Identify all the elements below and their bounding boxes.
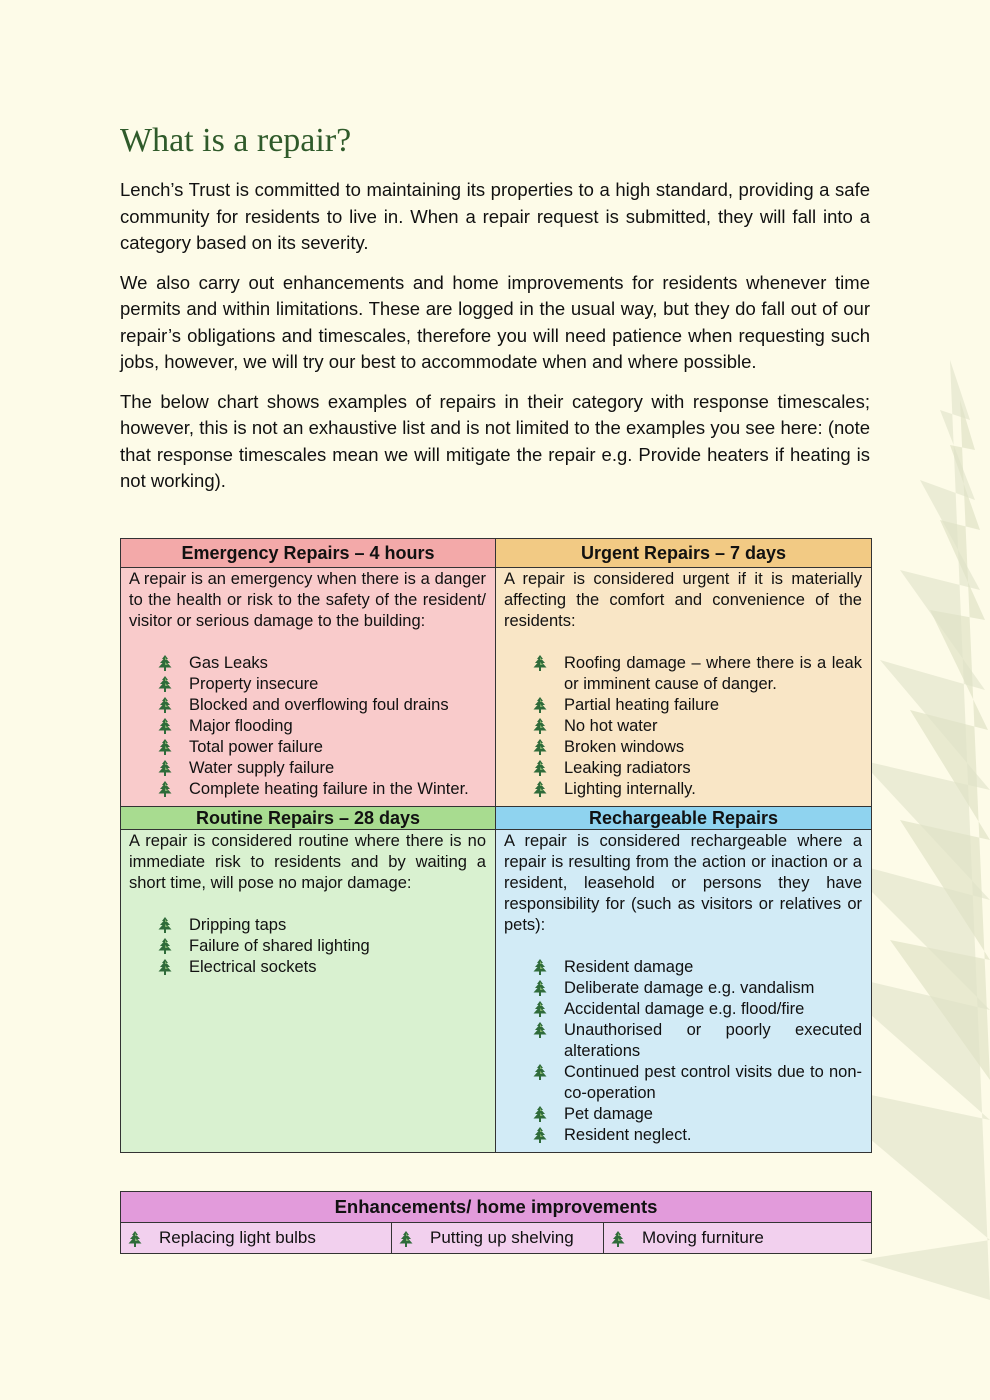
- urgent-cell: [496, 568, 872, 807]
- tree-icon: [533, 781, 547, 797]
- enhancement-item: Putting up shelving: [392, 1223, 604, 1254]
- urgent-description: A repair is considered urgent if it is materially affecting the comfort and convenience of the residents:: [504, 570, 862, 630]
- tree-icon: [158, 655, 172, 671]
- tree-icon: [158, 938, 172, 954]
- enhancements-heading: Enhancements/ home improvements: [121, 1192, 872, 1223]
- tree-icon: [533, 980, 547, 996]
- list-item: Total power failure: [158, 737, 486, 758]
- routine-description: A repair is considered routine where there is no immediate risk to residents and by waiting a short time, will pose no major damage:: [129, 832, 486, 892]
- list-item: Leaking radiators: [533, 758, 862, 779]
- tree-icon: [533, 1064, 547, 1080]
- list-item: Failure of shared lighting: [158, 936, 486, 957]
- tree-icon: [158, 760, 172, 776]
- list-item: Major flooding: [158, 716, 486, 737]
- list-item: Pet damage: [533, 1104, 862, 1125]
- rechargeable-list: [504, 957, 862, 1146]
- repair-categories-table: [120, 538, 872, 1153]
- tree-icon: [158, 739, 172, 755]
- list-item: Unauthorised or poorly executed alterations: [533, 1020, 862, 1062]
- emergency-list: [129, 653, 486, 800]
- rechargeable-cell: [496, 830, 872, 1153]
- routine-cell: [121, 830, 496, 1153]
- tree-icon: [158, 917, 172, 933]
- list-item: No hot water: [533, 716, 862, 737]
- tree-icon: [533, 1127, 547, 1143]
- tree-icon: [128, 1229, 142, 1245]
- list-item: Dripping taps: [158, 915, 486, 936]
- emergency-description: A repair is an emergency when there is a danger to the health or risk to the safety of the resident/ visitor or serious damage to the building:: [129, 570, 486, 630]
- tree-icon: [158, 697, 172, 713]
- rechargeable-heading: Rechargeable Repairs: [496, 807, 872, 830]
- urgent-list: [504, 653, 862, 800]
- rechargeable-description: A repair is considered rechargeable where a repair is resulting from the action or inaction or a resident, leasehold or persons they have responsibility for (such as visitors or relatives or pets):: [504, 832, 862, 934]
- tree-icon: [533, 959, 547, 975]
- tree-icon: [158, 676, 172, 692]
- emergency-heading: Emergency Repairs – 4 hours: [121, 539, 496, 568]
- routine-heading: Routine Repairs – 28 days: [121, 807, 496, 830]
- enhancements-table: [120, 1191, 872, 1254]
- tree-icon: [399, 1229, 413, 1245]
- tree-icon: [533, 760, 547, 776]
- list-item: Resident neglect.: [533, 1125, 862, 1146]
- emergency-cell: [121, 568, 496, 807]
- list-item: Complete heating failure in the Winter.: [158, 779, 486, 800]
- list-item: Resident damage: [533, 957, 862, 978]
- list-item: Blocked and overflowing foul drains: [158, 695, 486, 716]
- list-item: Roofing damage – where there is a leak or imminent cause of danger.: [533, 653, 862, 695]
- tree-icon: [611, 1229, 625, 1245]
- intro-paragraph: Lench’s Trust is committed to maintaining its properties to a high standard, providing a safe community for residents to live in. When a repair request is submitted, they will fall into a category based on its severity.: [120, 179, 870, 253]
- enhancement-item: Moving furniture: [604, 1223, 872, 1254]
- tree-icon: [533, 739, 547, 755]
- list-item: Water supply failure: [158, 758, 486, 779]
- routine-list: [129, 915, 486, 978]
- intro-paragraph: The below chart shows examples of repairs in their category with response timescales; however, this is not an exhaustive list and is not limited to the examples you see here: (note that response timescales mean we will mitigate the repair e.g. Provide heaters if heating is not working).: [120, 390, 870, 491]
- list-item: Broken windows: [533, 737, 862, 758]
- list-item: Gas Leaks: [158, 653, 486, 674]
- page-title: What is a repair?: [120, 122, 352, 159]
- tree-icon: [533, 1001, 547, 1017]
- list-item: Accidental damage e.g. flood/fire: [533, 999, 862, 1020]
- enhancement-item: Replacing light bulbs: [121, 1223, 392, 1254]
- list-item: Property insecure: [158, 674, 486, 695]
- intro-paragraph: We also carry out enhancements and home improvements for residents whenever time permits and within limitations. These are logged in the usual way, but they do fall out of our repair’s obligations and timescales, therefore you will need patience when requesting such jobs, however, we will try our best to accommodate when and where possible.: [120, 271, 870, 372]
- tree-icon: [533, 655, 547, 671]
- list-item: Continued pest control visits due to non-co-operation: [533, 1062, 862, 1104]
- list-item: Electrical sockets: [158, 957, 486, 978]
- tree-icon: [533, 697, 547, 713]
- list-item: Lighting internally.: [533, 779, 862, 800]
- tree-icon: [533, 1022, 547, 1038]
- tree-icon: [158, 959, 172, 975]
- urgent-heading: Urgent Repairs – 7 days: [496, 539, 872, 568]
- tree-icon: [158, 781, 172, 797]
- tree-icon: [158, 718, 172, 734]
- tree-icon: [533, 1106, 547, 1122]
- intro-text: [120, 177, 870, 508]
- list-item: Deliberate damage e.g. vandalism: [533, 978, 862, 999]
- tree-icon: [533, 718, 547, 734]
- list-item: Partial heating failure: [533, 695, 862, 716]
